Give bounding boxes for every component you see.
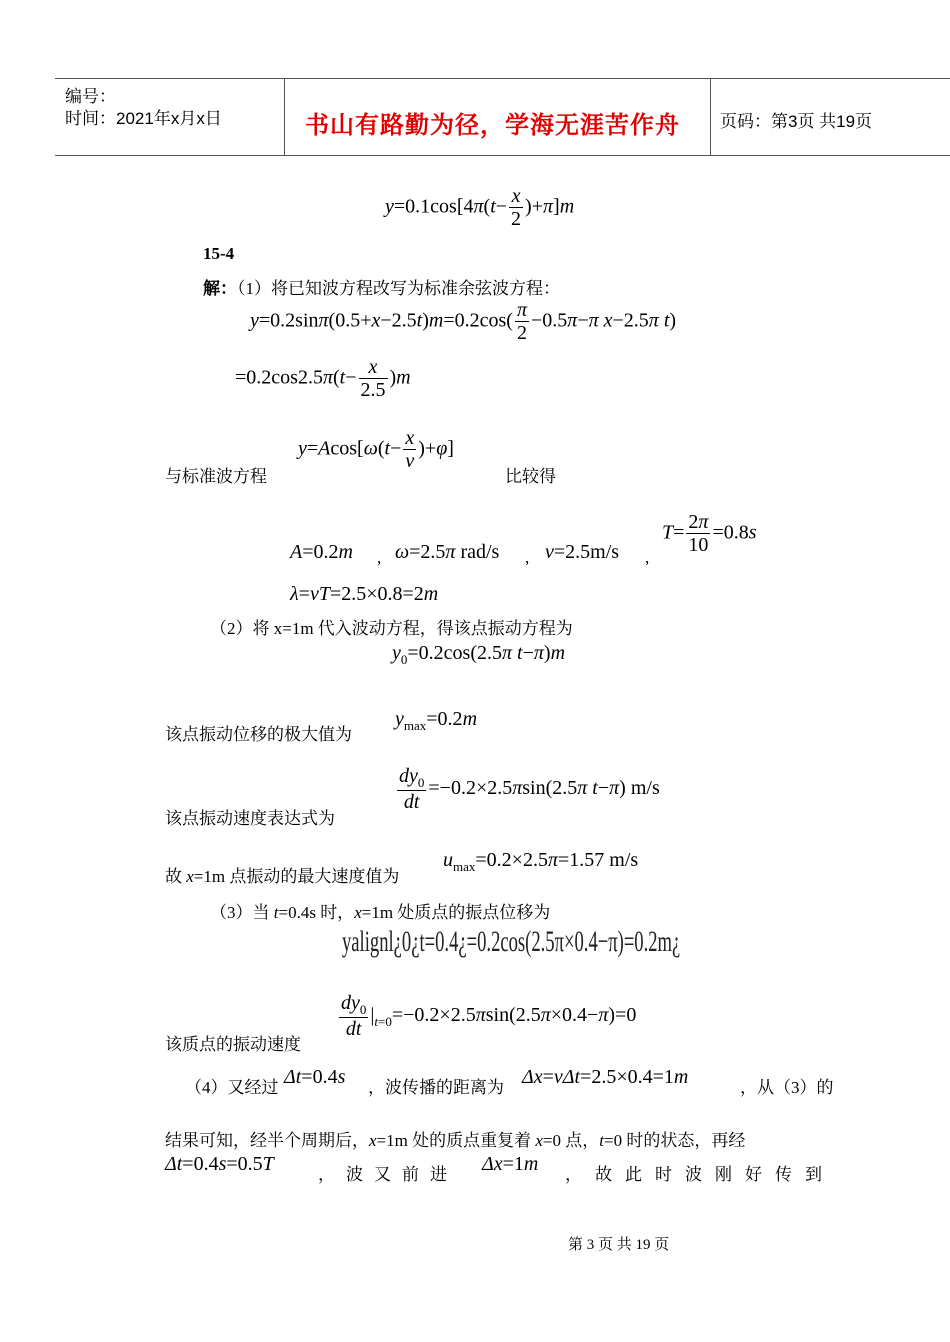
- equation-velocity: $\frac{dy_0}{dt}$ =−0.2×2.5πsin(2.5π t−π) m/s: [399, 765, 660, 813]
- equation-1: y=0.2sinπ(0.5+x−2.5t)m=0.2cos( $\frac{\pi}{2}$ −0.5π−π x−2.5π t): [250, 299, 677, 344]
- header-bottom-rule: [55, 155, 950, 156]
- solution-label: 解：: [203, 279, 237, 298]
- header-page-info: 页码：第3页 共19页: [720, 112, 873, 131]
- step4-mid: ，波传播的距离为: [368, 1078, 504, 1097]
- equation-2: =0.2cos2.5π(t− $\frac{x}{2.5}$ )m: [235, 356, 411, 401]
- param-amplitude: A=0.2m: [290, 541, 353, 563]
- section-number: 15-4: [203, 244, 235, 263]
- para2-text1: ，波又前进: [318, 1165, 458, 1184]
- equation-ymax: $y_{max}=0.2m$: [395, 708, 478, 733]
- header-divider-right: [710, 78, 711, 156]
- step2-text: （2）将 x=1m 代入波动方程，得该点振动方程为: [210, 619, 573, 638]
- para2-line1: 结果可知，经半个周期后，x=1m 处的质点重复着 x=0 点，t=0 时的状态，再经: [165, 1131, 746, 1150]
- para2-eq2: Δx=1m: [482, 1153, 539, 1175]
- equation-y0: $y_0=0.2\cos(2.5\pi$ t−π)m: [392, 642, 566, 667]
- step4-prefix: （4）又经过: [185, 1078, 279, 1097]
- header-title: 书山有路勤为径，学海无涯苦作舟: [305, 112, 680, 139]
- velocity2-text: 该质点的振动速度: [165, 1035, 301, 1054]
- step3-text: （3）当 t=0.4s 时，x=1m 处质点的振点位移为: [210, 903, 551, 922]
- header-divider-left: [284, 78, 285, 156]
- compare-prefix: 与标准波方程: [165, 467, 267, 486]
- compare-suffix: 比较得: [505, 467, 556, 486]
- equation-velocity2: $\frac{dy_0}{dt}$ $|_{t=0}=-0.2\times 2.5\pi\sin(2.5\pi\times 0.4-\pi)=0$: [341, 992, 637, 1040]
- step4-dt: Δt=0.4s: [284, 1066, 346, 1088]
- header-date: 时间：2021年x月x日: [65, 109, 222, 128]
- solution-line: [203, 274, 560, 299]
- equation-garbled: yalignl¿0¿t=0.4¿=0.2cos(2.5π×0.4−π)=0.2m¿: [342, 925, 681, 958]
- standard-wave-equation: y=Acos[ω(t− $\frac{x}{v}$ )+φ]: [298, 427, 454, 472]
- step1-text: （1）将已知波方程改写为标准余弦波方程：: [237, 279, 560, 298]
- header-top-rule: [55, 78, 950, 79]
- param-velocity: v=2.5m/s: [545, 541, 620, 563]
- equation-top: y=0.1cos[4π(t− $\frac{x}{2}$ )+π]m: [385, 185, 575, 230]
- footer-page: 第 3 页 共 19 页: [568, 1237, 670, 1253]
- param-period: T= $\frac{2\pi}{10}$ =0.8s: [662, 511, 757, 556]
- param-omega: ω=2.5π rad/s: [395, 541, 500, 563]
- step4-suffix: ，从（3）的: [740, 1078, 834, 1097]
- para2-eq1: Δt=0.4s=0.5T: [165, 1153, 274, 1175]
- param-wavelength: λ=vT=2.5×0.8=2m: [290, 583, 439, 605]
- velocity-text: 该点振动速度表达式为: [165, 809, 335, 828]
- step4-dx: Δx=vΔt=2.5×0.4=1m: [522, 1066, 689, 1088]
- max-displacement-text: 该点振动位移的极大值为: [165, 725, 352, 744]
- equation-umax: $u_{max}=0.2\times 2.5\pi=1.57$ m/s: [443, 849, 639, 874]
- para2-text2: ，故此时波刚好传到: [565, 1165, 835, 1184]
- header-number: 编号：: [65, 87, 116, 106]
- max-velocity-text: 故 x=1m 点振动的最大速度值为: [165, 867, 400, 886]
